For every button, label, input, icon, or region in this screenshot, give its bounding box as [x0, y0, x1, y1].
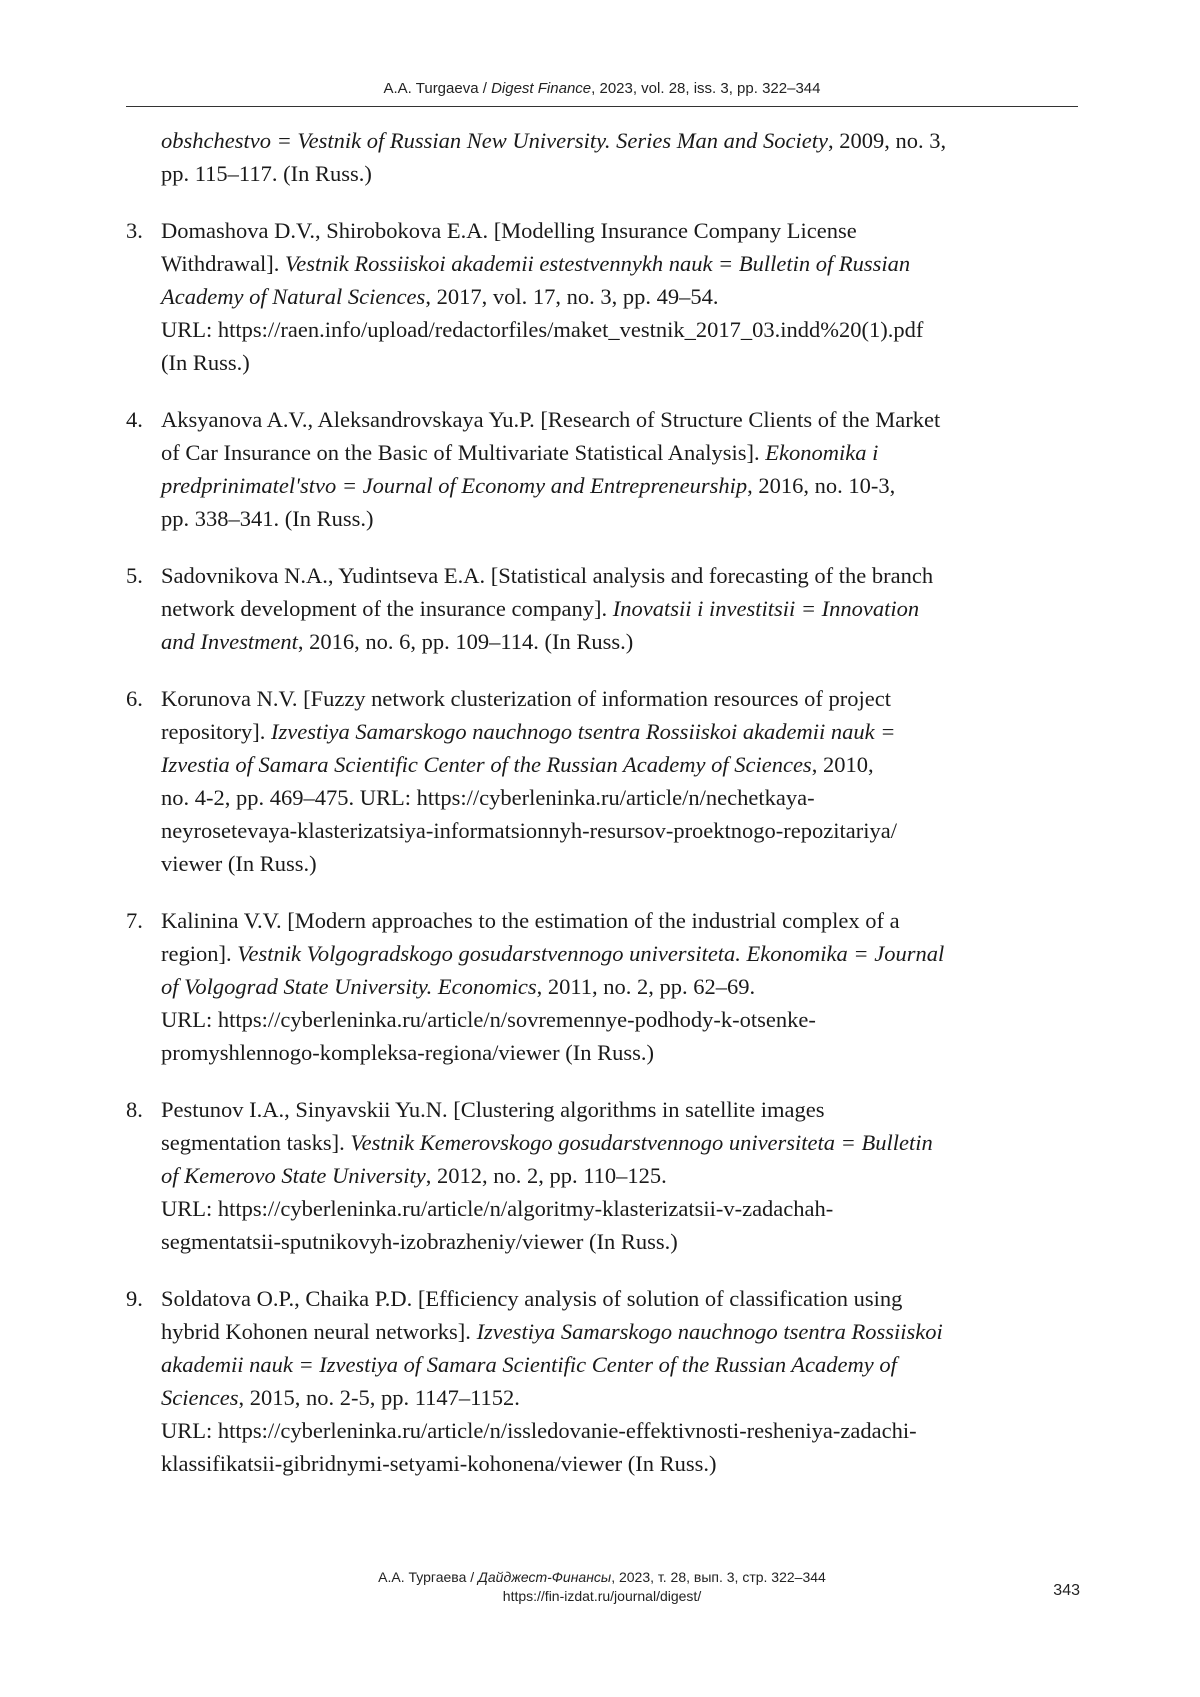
- reference-item: [126, 214, 1081, 379]
- reference-line: [161, 346, 1081, 379]
- reference-line: [161, 280, 1081, 313]
- reference-line: [161, 124, 1081, 157]
- reference-number: 6.: [126, 682, 143, 715]
- reference-line: [161, 214, 1081, 247]
- reference-line: [161, 1225, 1081, 1258]
- reference-text: viewer (In Russ.): [161, 851, 317, 876]
- reference-text: of Car Insurance on the Basic of Multivariate Statistical Analysis].: [161, 440, 765, 465]
- reference-line: [161, 592, 1081, 625]
- reference-italic-text: Izvestiya Samarskogo nauchnogo tsentra Rossiiskoi akademii nauk =: [271, 719, 895, 744]
- reference-text: Pestunov I.A., Sinyavskii Yu.N. [Clustering algorithms in satellite images: [161, 1097, 825, 1122]
- footer-citation: А.А. Тургаева / Дайджест-Финансы, 2023, т. 28, вып. 3, стр. 322–344: [126, 1568, 1078, 1587]
- reference-line: [161, 814, 1081, 847]
- reference-text: promyshlennogo-kompleksa-regiona/viewer (In Russ.): [161, 1040, 654, 1065]
- reference-text: Kalinina V.V. [Modern approaches to the estimation of the industrial complex of a: [161, 908, 900, 933]
- reference-italic-text: Vestnik Rossiiskoi akademii estestvennykh nauk = Bulletin of Russian: [285, 251, 910, 276]
- footer-journal: Дайджест-Финансы: [478, 1569, 611, 1585]
- reference-item: [126, 682, 1081, 880]
- reference-line: [161, 559, 1081, 592]
- reference-line: [161, 1126, 1081, 1159]
- page-number: 343: [1040, 1582, 1080, 1600]
- reference-italic-text: Inovatsii i investitsii = Innovation: [613, 596, 919, 621]
- reference-line: [161, 1003, 1081, 1036]
- reference-line: [161, 502, 1081, 535]
- footer-authors: А.А. Тургаева: [378, 1569, 466, 1585]
- reference-list: [126, 124, 1081, 1504]
- reference-number: 4.: [126, 403, 143, 436]
- reference-text: , 2010,: [812, 752, 874, 777]
- reference-line: [161, 781, 1081, 814]
- reference-italic-text: Izvestiya Samarskogo nauchnogo tsentra Rossiiskoi: [477, 1319, 943, 1344]
- reference-text: segmentatsii-sputnikovyh-izobrazheniy/viewer (In Russ.): [161, 1229, 678, 1254]
- reference-italic-text: and Investment: [161, 629, 298, 654]
- footer-url[interactable]: https://fin-izdat.ru/journal/digest/: [126, 1587, 1078, 1606]
- reference-line: [161, 1036, 1081, 1069]
- reference-text: repository].: [161, 719, 271, 744]
- reference-text: neyrosetevaya-klasterizatsiya-informatsionnyh-resursov-proektnogo-repozitariya/: [161, 818, 897, 843]
- reference-line: [161, 1192, 1081, 1225]
- header-rule: [126, 106, 1078, 107]
- running-head: A.A. Turgaeva / Digest Finance, 2023, vol. 28, iss. 3, pp. 322–344: [126, 80, 1078, 97]
- reference-italic-text: Sciences: [161, 1385, 238, 1410]
- reference-text: pp. 338–341. (In Russ.): [161, 506, 374, 531]
- reference-italic-text: Vestnik Kemerovskogo gosudarstvennogo universiteta = Bulletin: [350, 1130, 932, 1155]
- reference-item: [126, 1093, 1081, 1258]
- reference-line: [161, 403, 1081, 436]
- reference-text: (In Russ.): [161, 350, 250, 375]
- reference-number: 8.: [126, 1093, 143, 1126]
- reference-line: [161, 904, 1081, 937]
- reference-italic-text: Izvestia of Samara Scientific Center of the Russian Academy of Sciences: [161, 752, 812, 777]
- reference-italic-text: of Kemerovo State University: [161, 1163, 426, 1188]
- reference-italic-text: Ekonomika i: [765, 440, 878, 465]
- reference-text: URL: https://cyberleninka.ru/article/n/sovremennye-podhody-k-otsenke-: [161, 1007, 816, 1032]
- reference-line: [161, 1159, 1081, 1192]
- reference-text: , 2012, no. 2, pp. 110–125.: [426, 1163, 667, 1188]
- reference-line: [161, 1093, 1081, 1126]
- reference-line: [161, 1282, 1081, 1315]
- reference-italic-text: akademii nauk = Izvestiya of Samara Scientific Center of the Russian Academy of: [161, 1352, 897, 1377]
- reference-text: , 2016, no. 10-3,: [747, 473, 895, 498]
- reference-text: Soldatova O.P., Chaika P.D. [Efficiency analysis of solution of classification using: [161, 1286, 902, 1311]
- reference-text: , 2016, no. 6, pp. 109–114. (In Russ.): [298, 629, 633, 654]
- reference-text: klassifikatsii-gibridnymi-setyami-kohonena/viewer (In Russ.): [161, 1451, 717, 1476]
- reference-italic-text: Academy of Natural Sciences: [161, 284, 425, 309]
- reference-line: [161, 247, 1081, 280]
- reference-line: [161, 1447, 1081, 1480]
- reference-line: [161, 436, 1081, 469]
- reference-line: [161, 970, 1081, 1003]
- reference-italic-text: Vestnik Volgogradskogo gosudarstvennogo universiteta. Ekonomika = Journal: [237, 941, 944, 966]
- reference-number: 3.: [126, 214, 143, 247]
- reference-text: region].: [161, 941, 237, 966]
- reference-text: Sadovnikova N.A., Yudintseva E.A. [Statistical analysis and forecasting of the branch: [161, 563, 933, 588]
- reference-line: [161, 313, 1081, 346]
- reference-number: 7.: [126, 904, 143, 937]
- reference-text: hybrid Kohonen neural networks].: [161, 1319, 477, 1344]
- reference-italic-text: of Volgograd State University. Economics: [161, 974, 537, 999]
- reference-text: URL: https://raen.info/upload/redactorfiles/maket_vestnik_2017_03.indd%20(1).pdf: [161, 317, 923, 342]
- footer-details: , 2023, т. 28, вып. 3, стр. 322–344: [611, 1569, 826, 1585]
- reference-line: [161, 937, 1081, 970]
- reference-italic-text: predprinimatel'stvo = Journal of Economy and Entrepreneurship: [161, 473, 747, 498]
- reference-text: URL: https://cyberleninka.ru/article/n/issledovanie-effektivnosti-resheniya-zadachi-: [161, 1418, 917, 1443]
- reference-italic-text: obshchestvo = Vestnik of Russian New University. Series Man and Society: [161, 128, 828, 153]
- reference-line: [161, 748, 1081, 781]
- reference-line: [161, 1348, 1081, 1381]
- reference-text: , 2015, no. 2-5, pp. 1147–1152.: [238, 1385, 519, 1410]
- reference-line: [161, 1414, 1081, 1447]
- running-head-authors: A.A. Turgaeva: [384, 80, 479, 97]
- reference-number: 9.: [126, 1282, 143, 1315]
- reference-line: [161, 847, 1081, 880]
- reference-text: segmentation tasks].: [161, 1130, 350, 1155]
- reference-text: network development of the insurance company].: [161, 596, 613, 621]
- reference-item: [126, 403, 1081, 535]
- reference-text: , 2017, vol. 17, no. 3, pp. 49–54.: [425, 284, 718, 309]
- reference-text: URL: https://cyberleninka.ru/article/n/algoritmy-klasterizatsii-v-zadachah-: [161, 1196, 833, 1221]
- reference-item: [126, 124, 1081, 190]
- running-head-details: , 2023, vol. 28, iss. 3, pp. 322–344: [591, 80, 820, 97]
- reference-line: [161, 469, 1081, 502]
- reference-text: pp. 115–117. (In Russ.): [161, 161, 372, 186]
- reference-line: [161, 625, 1081, 658]
- reference-line: [161, 1381, 1081, 1414]
- reference-text: Domashova D.V., Shirobokova E.A. [Modelling Insurance Company License: [161, 218, 857, 243]
- reference-line: [161, 715, 1081, 748]
- reference-line: [161, 157, 1081, 190]
- reference-text: Withdrawal].: [161, 251, 285, 276]
- reference-line: [161, 1315, 1081, 1348]
- reference-text: , 2009, no. 3,: [828, 128, 946, 153]
- reference-text: , 2011, no. 2, pp. 62–69.: [537, 974, 756, 999]
- reference-item: [126, 1282, 1081, 1480]
- reference-line: [161, 682, 1081, 715]
- reference-text: Korunova N.V. [Fuzzy network clusterization of information resources of project: [161, 686, 891, 711]
- reference-text: Aksyanova A.V., Aleksandrovskaya Yu.P. [Research of Structure Clients of the Market: [161, 407, 940, 432]
- reference-number: 5.: [126, 559, 143, 592]
- running-head-journal: Digest Finance: [491, 80, 591, 97]
- reference-item: [126, 559, 1081, 658]
- footer: [126, 1568, 1078, 1606]
- reference-item: [126, 904, 1081, 1069]
- reference-text: no. 4-2, pp. 469–475. URL: https://cyberleninka.ru/article/n/nechetkaya-: [161, 785, 815, 810]
